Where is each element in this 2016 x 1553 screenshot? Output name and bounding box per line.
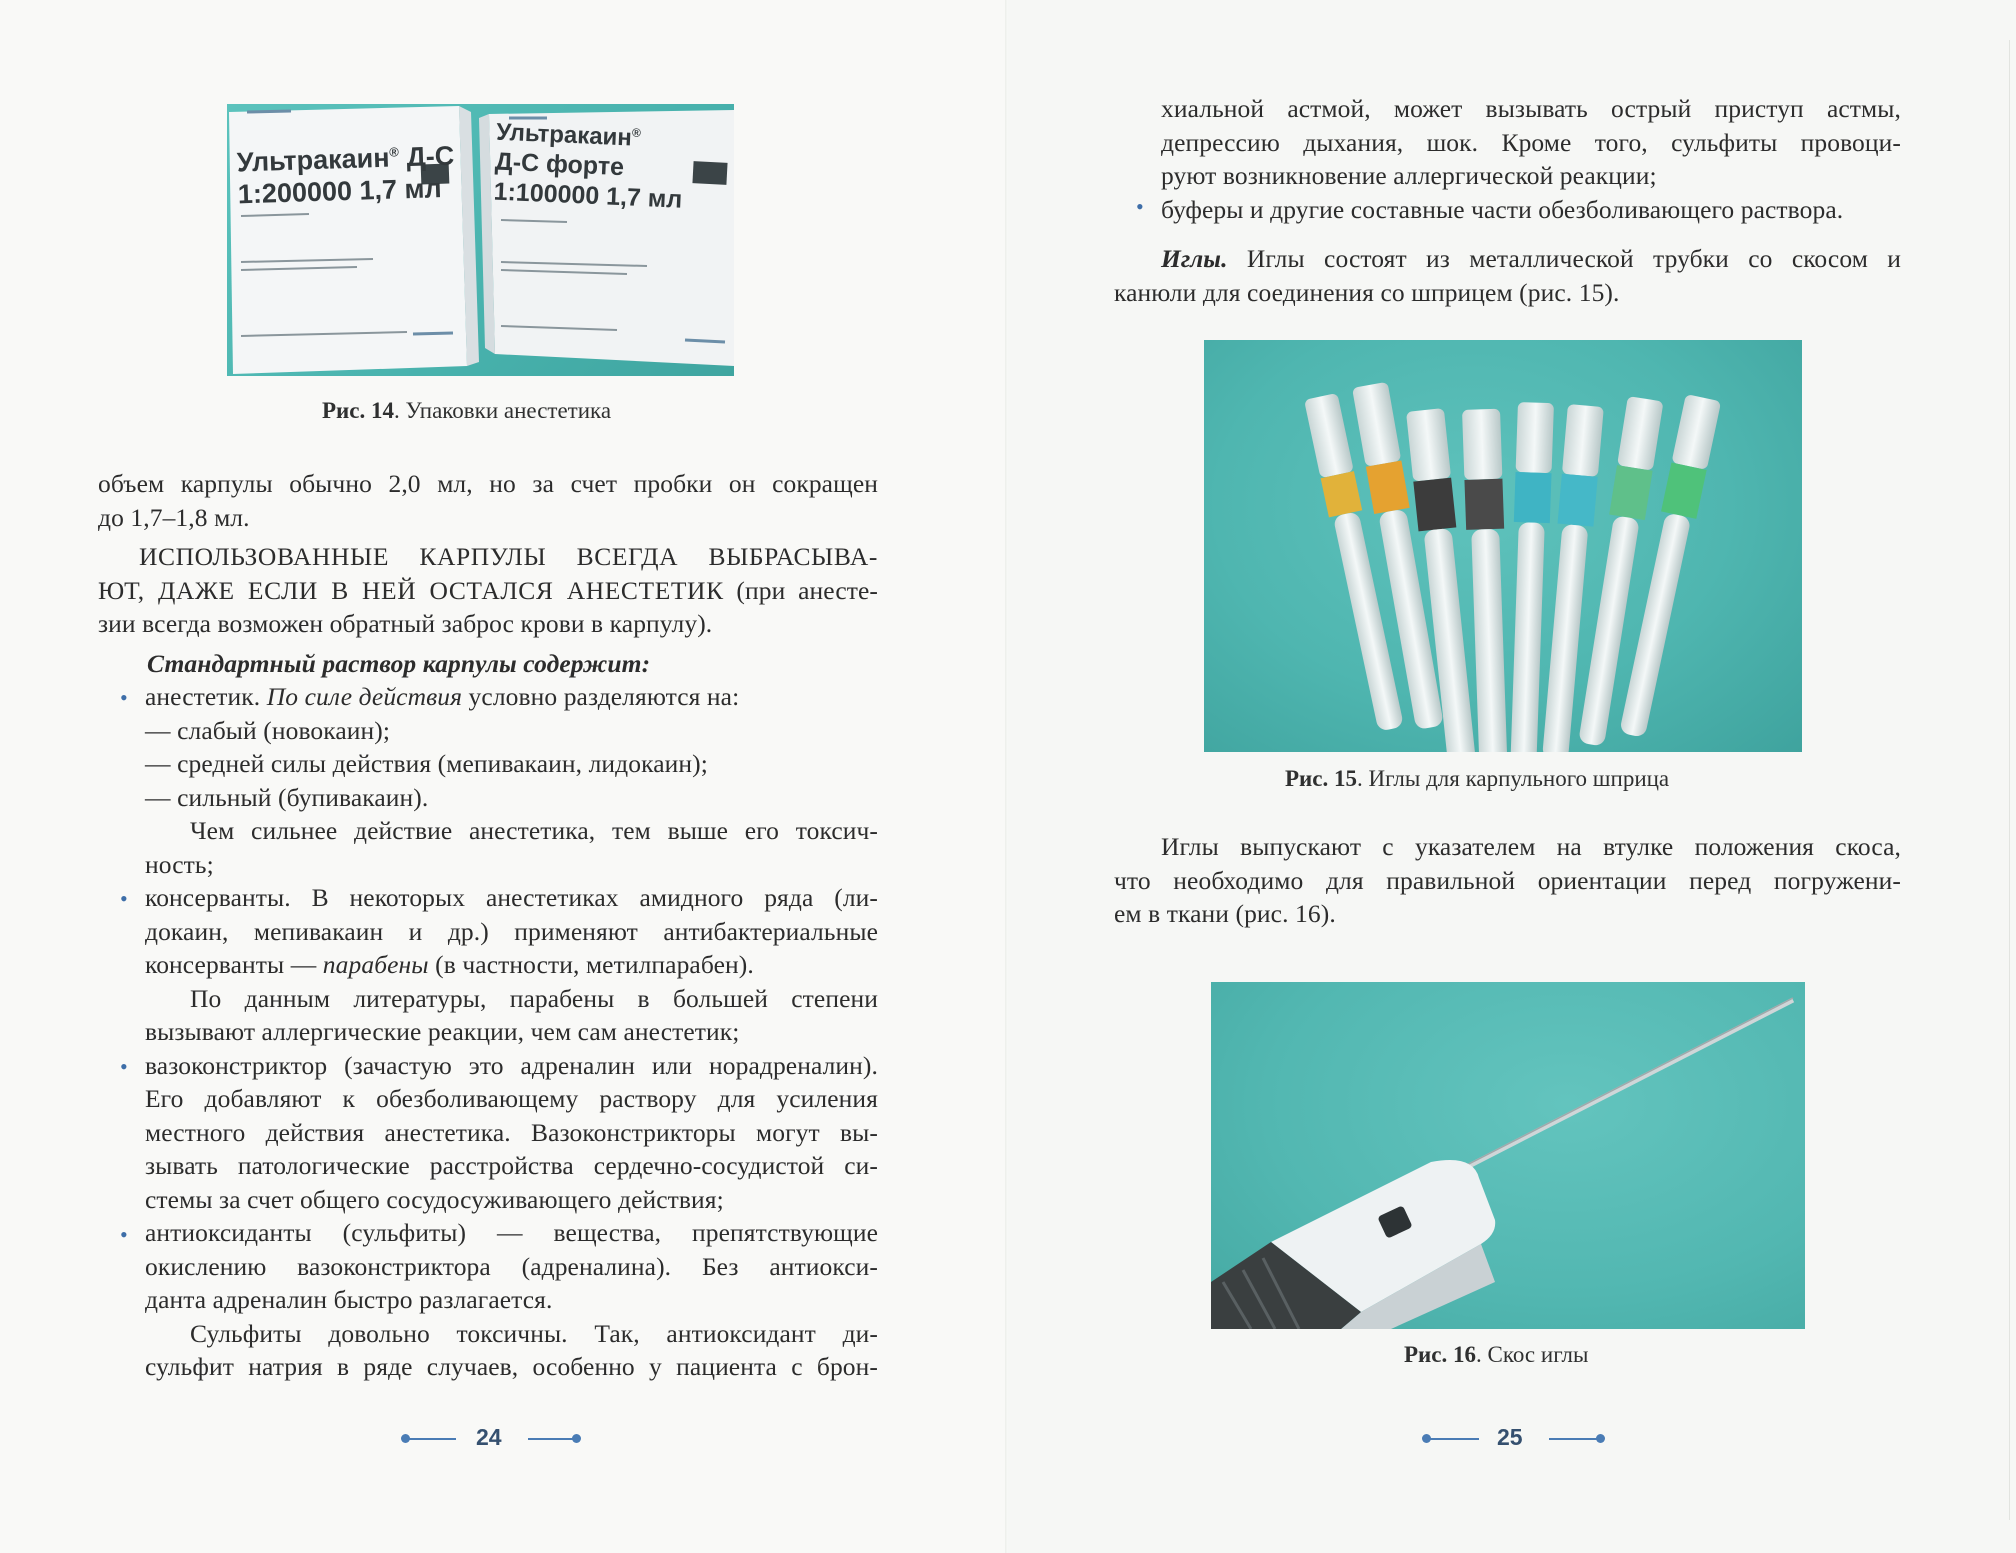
dash-item-strong: — сильный (бупивакаин). bbox=[145, 782, 429, 812]
warning-caps-line-2 bbox=[98, 574, 878, 608]
paragraph-sulfites-1: Сульфиты довольно токсичны. Так, антиоксидант ди- bbox=[190, 1318, 878, 1348]
needles-illustration bbox=[1204, 340, 1802, 752]
bullet-vasoconstrictor-2: Его добавляют к обезболивающему раствору для усиления bbox=[145, 1084, 878, 1113]
continued-line-1: хиальной астмой, может вызывать острый приступ астмы, bbox=[1161, 94, 1901, 123]
dash-item-weak: — слабый (новокаин); bbox=[145, 715, 391, 745]
figure-15-caption-text: . Иглы для карпульного шприца bbox=[1357, 766, 1670, 791]
bullet-antioxidants-2: окислению вазоконстриктора (адреналина). Без антиокси- bbox=[145, 1251, 878, 1281]
needle-group bbox=[1304, 382, 1721, 752]
needles-line-1 bbox=[1161, 242, 1901, 276]
bullet-vasoconstrictor-4: зывать патологические расстройства сердечно-сосудистой си- bbox=[145, 1151, 878, 1180]
needles-heading: Иглы. bbox=[1161, 244, 1228, 273]
body-line: объем карпулы обычно 2,0 мл, но за счет пробки он сокращен bbox=[98, 469, 878, 498]
box-left-title: Ультракаин bbox=[236, 142, 390, 178]
box-right-reg: ® bbox=[631, 125, 642, 140]
bullet-marker: • bbox=[120, 886, 128, 911]
bullet-antioxidants-3: данта адреналин быстро разлагается. bbox=[145, 1285, 553, 1314]
warning-caps-text: ЮТ, ДАЖЕ ЕСЛИ В НЕЙ ОСТАЛСЯ АНЕСТЕТИК bbox=[98, 575, 724, 605]
bullet-antioxidants-1: антиоксиданты (сульфиты) — вещества, препятствующие bbox=[145, 1218, 878, 1247]
box-left-reg: ® bbox=[389, 144, 400, 160]
needle-orientation-paragraph bbox=[1114, 830, 1901, 931]
preservatives-parabens: парабены bbox=[322, 950, 429, 979]
bullet-buffers: буферы и другие составные части обезболивающего раствора. bbox=[1161, 194, 1844, 224]
body-line: до 1,7–1,8 мл. bbox=[98, 502, 250, 532]
needles-paragraph bbox=[1114, 242, 1901, 309]
warning-caps-line-1: ИСПОЛЬЗОВАННЫЕ КАРПУЛЫ ВСЕГДА ВЫБРАСЫВА- bbox=[139, 542, 878, 571]
paragraph-toxicity-1: Чем сильнее действие анестетика, тем выше его токсич- bbox=[190, 816, 878, 845]
bullet-vasoconstrictor-5: стемы за счет общего сосудосуживающего действия; bbox=[145, 1184, 724, 1214]
paragraph-toxicity-2: ность; bbox=[145, 849, 214, 879]
page-number-ornament-dot bbox=[1596, 1434, 1605, 1443]
bullet-anesthetic bbox=[145, 680, 878, 714]
paragraph-parabens-1: По данным литературы, парабены в большей степени bbox=[190, 983, 878, 1013]
figure-15-label: Рис. 15 bbox=[1285, 766, 1358, 791]
bullet-marker: • bbox=[1136, 194, 1144, 219]
preservatives-post: (в частности, метилпарабен). bbox=[428, 950, 754, 979]
figure-14-caption-text: . Упаковки анестетика bbox=[394, 398, 612, 423]
orientation-line-3: ем в ткани (рис. 16). bbox=[1114, 899, 1336, 928]
box-left-concentration: 1:200000 1,7 мл bbox=[237, 173, 443, 210]
box-left-title-suffix: Д-С bbox=[398, 140, 455, 173]
figure-14-caption bbox=[322, 398, 611, 424]
orientation-line-2: что необходимо для правильной ориентации перед погружени- bbox=[1114, 865, 1901, 895]
page-number: 24 bbox=[476, 1424, 502, 1450]
needles-line-2: канюли для соединения со шприцем (рис. 15). bbox=[1114, 277, 1620, 307]
right-page bbox=[1008, 0, 2016, 1553]
left-body bbox=[98, 467, 878, 1384]
box-right-concentration: 1:100000 1,7 мл bbox=[493, 177, 683, 214]
right-body-top bbox=[1161, 92, 1901, 226]
bullet-vasoconstrictor-3: местного действия анестетика. Вазоконстрикторы могут вы- bbox=[145, 1117, 878, 1147]
box-right-title: Ультракаин bbox=[495, 118, 633, 152]
figure-16-label: Рис. 16 bbox=[1404, 1342, 1477, 1367]
needle-bevel-illustration bbox=[1211, 982, 1805, 1329]
warning-line-3: зии всегда возможен обратный заброс крови в карпулу). bbox=[98, 609, 713, 638]
box-right-subtitle: Д-С форте bbox=[494, 147, 625, 182]
page-number-ornament-line bbox=[1429, 1438, 1479, 1440]
subheading-standard-solution: Стандартный раствор карпулы содержит: bbox=[147, 648, 651, 678]
needles-line-1-rest: Иглы состоят из металлической трубки со скосом и bbox=[1227, 244, 1901, 273]
preservatives-pre: консерванты — bbox=[145, 950, 323, 979]
paragraph-sulfites-2: сульфит натрия в ряде случаев, особенно у пациента с брон- bbox=[145, 1352, 878, 1381]
bullet-anesthetic-pre: анестетик. bbox=[145, 682, 267, 711]
page-number-ornament-line bbox=[1549, 1438, 1599, 1440]
page-number-ornament-dot bbox=[572, 1434, 581, 1443]
bullet-marker: • bbox=[120, 1054, 128, 1079]
continued-line-3: руют возникновение аллергической реакции; bbox=[1161, 161, 1657, 190]
figure-14-photo bbox=[227, 104, 734, 376]
paragraph-parabens-2: вызывают аллергические реакции, чем сам анестетик; bbox=[145, 1017, 740, 1046]
bullet-preservatives-1: консерванты. В некоторых анестетиках амидного ряда (ли- bbox=[145, 883, 878, 912]
figure-16-photo bbox=[1211, 982, 1805, 1329]
figure-15-photo bbox=[1204, 340, 1802, 752]
orientation-line-1: Иглы выпускают с указателем на втулке положения скоса, bbox=[1161, 832, 1901, 861]
bullet-preservatives-2: докаин, мепивакаин и др.) применяют антибактериальные bbox=[145, 916, 878, 946]
figure-16-caption bbox=[1404, 1342, 1588, 1368]
page-edge bbox=[2009, 40, 2010, 1520]
bullet-marker: • bbox=[120, 1222, 128, 1247]
dash-item-medium: — средней силы действия (мепивакаин, лидокаин); bbox=[145, 749, 708, 778]
bullet-anesthetic-ital: По силе действия bbox=[266, 682, 463, 711]
bullet-marker: • bbox=[120, 685, 128, 710]
page-number-ornament-line bbox=[528, 1438, 576, 1440]
bullet-anesthetic-post: условно разделяются на: bbox=[462, 682, 740, 711]
page-number: 25 bbox=[1497, 1424, 1523, 1450]
anesthetic-packages-illustration bbox=[227, 104, 734, 376]
warning-caps-rest: (при анесте- bbox=[723, 575, 878, 605]
bullet-preservatives-3 bbox=[145, 948, 878, 982]
figure-16-caption-text: . Скос иглы bbox=[1476, 1342, 1589, 1367]
page-number-ornament-line bbox=[408, 1438, 456, 1440]
figure-14-label: Рис. 14 bbox=[322, 398, 395, 423]
continued-line-2: депрессию дыхания, шок. Кроме того, сульфиты провоци- bbox=[1161, 127, 1901, 157]
figure-15-caption bbox=[1285, 766, 1669, 792]
bullet-vasoconstrictor-1: вазоконстриктор (зачастую это адреналин или норадреналин). bbox=[145, 1050, 878, 1080]
